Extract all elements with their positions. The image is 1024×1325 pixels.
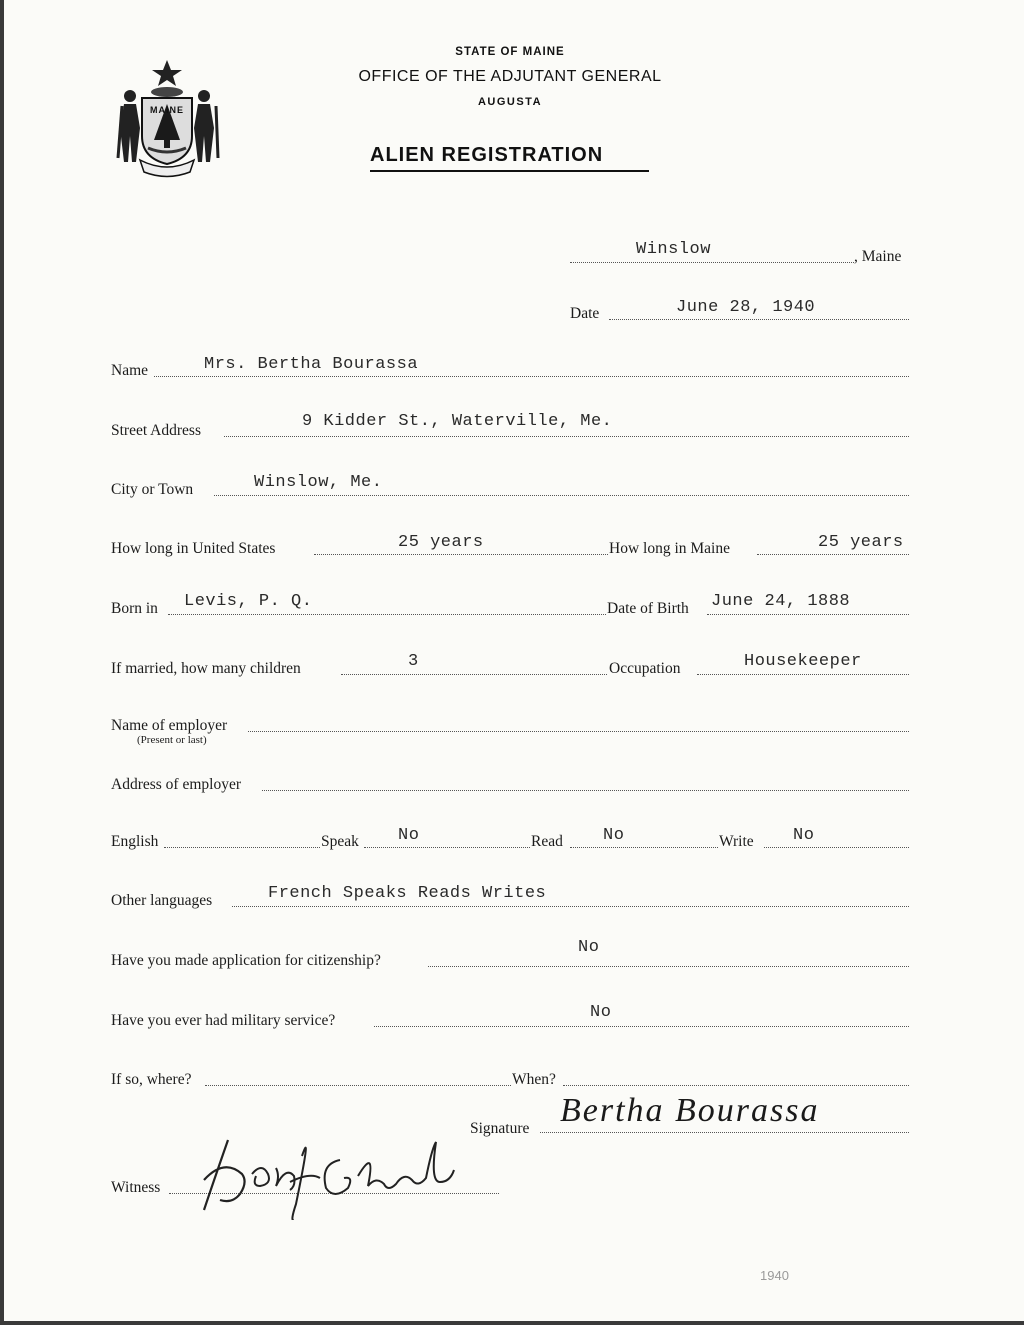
english-label: English — [111, 833, 159, 850]
name-value: Mrs. Bertha Bourassa — [204, 355, 419, 374]
street-label: Street Address — [111, 422, 201, 439]
read-line — [570, 847, 718, 848]
military-line — [374, 1026, 909, 1027]
where-line — [205, 1085, 511, 1086]
employer-label: Name of employer — [111, 717, 228, 734]
city-town-line — [214, 495, 909, 496]
received-stamp: 1940 — [760, 1268, 789, 1283]
employer-line — [248, 731, 909, 732]
dob-value: June 24, 1888 — [711, 592, 851, 611]
signature-value: Bertha Bourassa — [560, 1092, 820, 1129]
citizenship-value: No — [578, 938, 600, 957]
city-town-label: City or Town — [111, 481, 194, 498]
scan-edge-bottom — [0, 1321, 1024, 1325]
city-town-value: Winslow, Me. — [254, 473, 383, 492]
citizenship-label: Have you made application for citizenship? — [111, 952, 381, 969]
signature-label: Signature — [470, 1120, 530, 1137]
write-label: Write — [719, 833, 754, 850]
children-label: If married, how many children — [111, 660, 301, 677]
occupation-value: Housekeeper — [744, 652, 862, 671]
dob-label: Date of Birth — [607, 600, 689, 617]
scan-edge-left — [0, 0, 4, 1325]
us-stay-value: 25 years — [398, 533, 484, 552]
date-value: June 28, 1940 — [676, 298, 816, 317]
other-languages-label: Other languages — [111, 892, 213, 909]
where-label: If so, where? — [111, 1071, 192, 1088]
title-underline — [370, 170, 649, 172]
name-label: Name — [111, 362, 149, 379]
place-suffix: , Maine — [854, 248, 902, 265]
city-heading: AUGUSTA — [477, 96, 543, 108]
when-line — [563, 1085, 909, 1086]
other-languages-line — [232, 906, 909, 907]
maine-stay-label: How long in Maine — [609, 540, 730, 557]
occupation-line — [697, 674, 909, 675]
seal-text: MAINE — [150, 105, 184, 115]
maine-seal-icon — [112, 56, 222, 178]
citizenship-line — [428, 966, 909, 967]
english-line — [164, 847, 320, 848]
read-value: No — [603, 826, 625, 845]
maine-stay-line — [757, 554, 909, 555]
born-value: Levis, P. Q. — [184, 592, 313, 611]
children-line — [341, 674, 607, 675]
state-heading: STATE OF MAINE — [455, 46, 565, 58]
name-line — [154, 376, 909, 377]
witness-signature-icon — [190, 1120, 500, 1220]
employer-address-label: Address of employer — [111, 776, 241, 793]
when-label: When? — [512, 1071, 556, 1088]
street-value: 9 Kidder St., Waterville, Me. — [302, 412, 613, 431]
speak-line — [364, 847, 530, 848]
military-label: Have you ever had military service? — [111, 1012, 336, 1029]
maine-stay-value: 25 years — [818, 533, 904, 552]
place-value: Winslow — [636, 240, 711, 259]
place-line — [570, 262, 854, 263]
born-label: Born in — [111, 600, 158, 617]
write-line — [764, 847, 909, 848]
speak-label: Speak — [321, 833, 359, 850]
us-stay-label: How long in United States — [111, 540, 276, 557]
speak-value: No — [398, 826, 420, 845]
date-label: Date — [570, 305, 600, 322]
children-value: 3 — [408, 652, 419, 671]
military-value: No — [590, 1003, 612, 1022]
occupation-label: Occupation — [609, 660, 681, 677]
date-line — [609, 319, 909, 320]
signature-line — [540, 1132, 909, 1133]
born-line — [168, 614, 606, 615]
office-heading: OFFICE OF THE ADJUTANT GENERAL — [358, 68, 662, 85]
dob-line — [707, 614, 909, 615]
us-stay-line — [314, 554, 608, 555]
street-line — [224, 436, 909, 437]
form-title: ALIEN REGISTRATION — [370, 144, 604, 166]
other-languages-value: French Speaks Reads Writes — [268, 884, 547, 903]
read-label: Read — [531, 833, 563, 850]
employer-address-line — [262, 790, 909, 791]
witness-label: Witness — [111, 1179, 161, 1196]
employer-sublabel: (Present or last) — [137, 734, 207, 746]
write-value: No — [793, 826, 815, 845]
